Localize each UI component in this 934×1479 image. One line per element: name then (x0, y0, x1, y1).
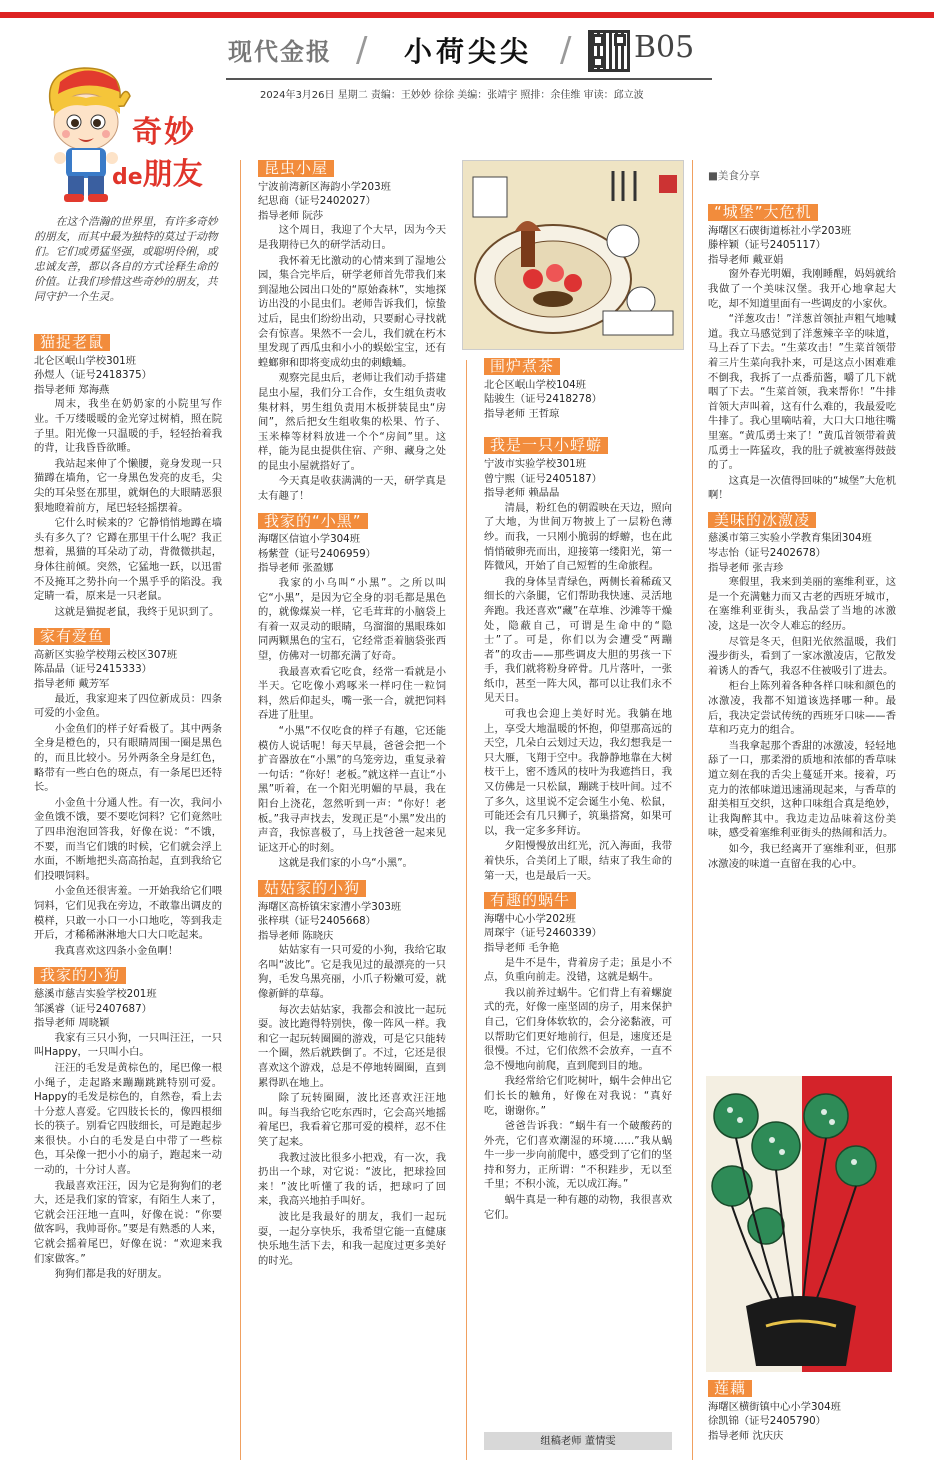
article-author: 邹溪睿（证号2407687） (34, 1002, 152, 1015)
article-paragraph: 我家有三只小狗，一只叫汪汪，一只叫Happy，一只叫小白。 (34, 1031, 222, 1059)
article-author: 岑志怡（证号2402678） (708, 547, 826, 560)
article-paragraph: 我家的小乌叫“小黑”。之所以叫它“小黑”，是因为它全身的羽毛都是黑色的，就像煤炭一样，它毛茸茸的小脑袋上有着一双灵动的眼睛，乌溜溜的黑眼珠如同两颗黑色的宝石，它经常歪着脑袋张西望，仿佛对一切都充满了好奇。 (258, 577, 446, 662)
food-section-tag: ■美食分享 (708, 170, 760, 182)
article-title: 我是一只小蜉蝣 (484, 437, 608, 454)
article-title: 我家的“小黑” (258, 513, 368, 530)
article-author: 周琛宇（证号2460339） (484, 927, 602, 940)
article-my-dogs (34, 959, 222, 1281)
article-insect-house (258, 160, 446, 504)
article-little-black (258, 505, 446, 871)
tea-drawing-icon (463, 161, 684, 350)
masthead (0, 24, 934, 84)
article-paragraph: 小金鱼十分通人性。有一次，我问小金鱼饿不饿，要不要吃饲料？它们竟然吐了四串泡泡回答我，好像在说：“不饿，不要，而当它们饿的时候，它们就会浮上水面，不断地把头高高抬起，直到我给它们投喂饲料。 (34, 796, 222, 882)
tea-drawing-artwork (462, 160, 684, 350)
article-paragraph: 当我拿起那个香甜的冰激凌，轻轻地舔了一口，那柔滑的质地和浓郁的香草味道立刻在我的舌尖上蔓延开来。接着，巧克力的浓郁味道迅速涌现起来，与香草的甜美相互交织，这种口味组合真是绝妙，让我陶醉其中。我边走边品味着这份美味，感受着塞维利亚街头的热闹和活力。 (708, 739, 896, 840)
article-title: 围炉煮茶 (484, 358, 560, 375)
column-2 (258, 160, 446, 1476)
dateline: 2024年3月26日 星期二 责编：王妙妙 徐徐 美编：张靖宇 照排：余佳维 审读：邱立波 (260, 90, 644, 101)
masthead-rule (226, 78, 712, 80)
article-school: 高新区实验学校翔云校区307班 (34, 648, 178, 661)
article-paragraph: 清晨，粉红色的朝霞映在天边，照向了大地，为世间万物披上了一层粉色薄纱。而我，一只刚小脆弱的蜉蝣，也在此悄悄破卵壳而出，迎接第一缕阳光，第一阵微风，开始了自己短暂的生命旅程。 (484, 501, 672, 573)
article-cat-mouse (34, 326, 222, 619)
article-paragraph: 我的身体呈青绿色，两侧长着稀疏又细长的六条腿，它们帮助我快速、灵活地奔跑。我还喜欢“藏”在草堆、沙滩等干燥处，隐蔽自己，可谓是生命中的“隐士”了。可是，你们以为会遭受“两蹦者”的攻击——那些调皮大胆的男孩一下手，我们就将粉身碎骨。几片落叶，一张纸巾，甚至一阵大风，都可以让我们永不见天日。 (484, 575, 672, 705)
footer-editor: 组稿老师 董情雯 (484, 1432, 672, 1450)
article-paragraph: 可我也会迎上美好时光。我躺在地上，享受大地温暖的怀抱，仰望那高远的天空，几朵白云划过天边，我幻想我是一只大雁，飞翔于空中。我静静地靠在大树枝干上，密不透风的枝叶为我遮挡日，我又仿佛是一只松鼠，蹦跳于枝叶间。过不了多久，这里说不定会诞生小兔、松鼠，可能还会有几只狮子，筑巢搭窝，如果可以，我一定多多拜访。 (484, 708, 672, 837)
article-paragraph: 我最喜欢看它吃食，经常一看就是小半天。它吃像小鸡啄米一样叼住一粒饲料，然后仰起头，嘴一张一合，就把饲料吞进了肚里。 (258, 665, 446, 722)
article-ice-cream (708, 504, 896, 871)
article-teacher: 指导老师 阮莎 (258, 209, 324, 222)
article-paragraph: 如今，我已经离开了塞维利亚，但那冰激凌的味道一直留在我的心中。 (708, 842, 896, 870)
article-paragraph: 蜗牛真是一种有趣的动物，我很喜欢它们。 (484, 1194, 672, 1221)
article-title: 我家的小狗 (34, 967, 126, 984)
article-paragraph: 爸爸告诉我：“蜗牛有一个破酸药的外壳，它们喜欢潮湿的环境……”我从蜗牛一步一步向前爬中，感受到了它们的坚持和努力，正所谓：“不积跬步，无以至千里；不积小流，无以成江海。” (484, 1120, 672, 1191)
masthead-slash: / (356, 30, 368, 70)
article-paragraph: 今天真是收获满满的一天，研学真是太有趣了！ (258, 475, 446, 503)
article-title: 姑姑家的小狗 (258, 880, 366, 897)
article-pet-fish (34, 620, 222, 958)
article-author: 张梓琪（证号2405668） (258, 915, 376, 928)
article-title: 猫捉老鼠 (34, 334, 110, 351)
article-paragraph: 它什么时候来的？它静悄悄地蹲在墙头有多久了？它蹲在那里干什么呢？我正想着，黑猫的耳朵动了动，背微微拱起，身体往前倾。突然，它猛地一跃，以迅雷不及掩耳之势扑向一个黑乎乎的陷没。我定睛一看，原来是一只老鼠。 (34, 517, 222, 603)
article-paragraph: “洋葱攻击！”洋葱首领扯声粗气地喊道。我立马感觉到了洋葱辣辛辛的味道，马上吞了下去。“生菜攻击！”生菜首领带着三片生菜向我扑来，可是这点小困难难不倒我，我拆了一点番茄酱，嚼了几下就咽了下去。“生菜首领，我来帮你！”牛排首领大声叫着，这有什么难的，我最爱吃牛排了。我心里嘀咕着，大口大口地往嘴里塞。“黄瓜勇士来了！”黄瓜首领带着黄瓜勇士一阵猛攻，我的肚子就被塞得鼓鼓的了。 (708, 313, 896, 472)
article-author: 纪思商（证号2402027） (258, 195, 376, 208)
article-paragraph: 小金鱼们的样子好看极了。其中两条全身是橙色的，只有眼睛周围一圈是黑色的，而且比较小。另外两条全身是红色，略带有一些白色的斑点，有一条尾巴还特长。 (34, 722, 222, 794)
column-divider (466, 360, 467, 1460)
article-title: 美味的冰激凌 (708, 512, 816, 529)
article-mayfly (484, 421, 672, 883)
article-author: 徐凯锦（证号2405790） (708, 1415, 826, 1428)
section-title: 小荷尖尖 (404, 35, 533, 68)
article-school: 宁波前湾新区海韵小学203班 (258, 180, 391, 193)
article-teacher: 指导老师 周晓颖 (34, 1017, 110, 1030)
column-divider (240, 160, 241, 1460)
article-school: 慈溪市慈吉实验学校201班 (34, 987, 157, 1000)
top-red-rule (0, 12, 934, 18)
article-teacher: 指导老师 张盈娜 (258, 562, 334, 575)
article-school: 宁波市实验学校301班 (484, 457, 587, 470)
article-author: 陆骏生（证号2418278） (484, 393, 602, 406)
article-title: “城堡”大危机 (708, 204, 818, 221)
column-4-bottom (708, 1380, 896, 1479)
article-castle-crisis (708, 196, 896, 503)
article-teacher: 指导老师 戴芳军 (34, 678, 110, 691)
article-paragraph: 我真喜欢这四条小金鱼啊！ (54, 944, 179, 957)
article-paragraph: 尽管是冬天，但阳光依然温暖，我们漫步街头，看到了一家冰激凌店，它散发着诱人的香气，我忍不住被吸引了进去。 (708, 635, 896, 677)
article-paragraph: 我最喜欢汪汪，因为它是狗狗们的老大，还是我们家的管家，有陌生人来了，它就会汪汪地一直叫，好像在说：“你要做客吗，我帅哥你。”要是有熟悉的人来，它就会摇着尾巴，好像在说：“欢迎来我们家做客。” (34, 1179, 222, 1265)
article-paragraph: 我经常给它们吃树叶，蜗牛会伸出它们长长的触角，好像在对我说：“真好吃，谢谢你。” (484, 1075, 672, 1117)
article-paragraph: “小黑”不仅吃食的样子有趣，它还能模仿人说话呢！每天早晨，爸爸会把一个扩音器放在“小黑”的乌笼旁边，重复录着一句话：“你好！老板。”就这样一直让“小黑”听着，在一个阳光明媚的早晨，我在阳台上浇花，忽然听到一声：“你好！老板。”我寻声找去，发现正是“小黑”发出的声音，我惊喜极了，马上找爸爸一起来见证这开心的时刻。 (258, 724, 446, 854)
article-school: 慈溪市第三实验小学教育集团304班 (708, 532, 872, 545)
column-divider (692, 160, 693, 1460)
article-paragraph: 我站起来伸了个懒腰，竟身发现一只猫蹲在墙角，它一身黑色发亮的皮毛，尖尖的耳朵竖在那里，就炯色的大眼睛恶狠狠地瞪着前方，尾巴轻轻摇摆着。 (34, 457, 222, 514)
feature-title-line1: 奇妙 (132, 115, 196, 150)
article-paragraph: 我以前养过蜗牛。它们背上有着螺旋式的壳，好像一座坚固的房子，用来保护自己，它们身体软软的，会分泌黏液，可以帮助它们更好地前行，但是，速度还是很慢。不过，它们依然不会放弃，一直不急不慢地向前爬，直到爬到目的地。 (484, 986, 672, 1072)
article-teacher: 指导老师 沈庆庆 (708, 1429, 784, 1442)
article-snail (484, 884, 672, 1222)
article-teacher: 指导老师 郑海燕 (34, 383, 110, 396)
article-paragraph: 最近，我家迎来了四位新成员：四条可爱的小金鱼。 (34, 692, 222, 720)
article-paragraph: 狗狗们都是我的好朋友。 (54, 1268, 168, 1281)
article-teacher: 指导老师 王哲琼 (484, 407, 560, 420)
feature-intro: 在这个浩瀚的世界里，有许多奇妙的朋友，而其中最为独特的莫过于动物们。它们或勇猛坚强，或聪明伶俐，或忠诚友善，都以各自的方式诠释生命的价值。让我们珍惜这些奇妙的朋友，共同守护一个生灵。 (34, 215, 218, 303)
article-school: 北仑区岷山学校301班 (34, 354, 137, 367)
article-school: 海曙区高桥镇宋家漕小学303班 (258, 900, 402, 913)
article-paragraph: 这就是猫捉老鼠，我终于见识到了。 (54, 605, 220, 618)
article-paragraph: 柜台上陈列着各种各样口味和颜色的冰激凌，我都不知道该选择哪一种。最后，我决定尝试传统的西班牙口味——香草和巧克力的组合。 (708, 680, 896, 737)
article-teacher: 指导老师 陈晓庆 (258, 929, 334, 942)
article-paragraph: 这个周日，我迎了个大早，因为今天是我期待已久的研学活动日。 (258, 224, 446, 251)
article-aunt-dog (258, 872, 446, 1268)
article-author: 滕梓颖（证号2405117） (708, 239, 826, 252)
article-school: 海曙区石碶街道栎社小学203班 (708, 224, 852, 237)
article-school: 海曙中心小学202班 (484, 912, 576, 925)
article-title: 有趣的蜗牛 (484, 892, 576, 909)
article-paragraph: 汪汪的毛发是黄棕色的，尾巴像一根小绳子，走起路来蹦蹦跳跳特别可爱。Happy的毛发是棕色的，自然卷，看上去十分惹人喜爱。它四肢长长的，像四根细长的筷子。别看它四肢细长，可是跑起步来很快。小白的毛发是白中带了一些棕色，耳朵像一把小小的扇子，跑起来一动一动的，十分讨人喜。 (34, 1061, 222, 1177)
article-paragraph: 这就是我们家的小乌“小黑”。 (278, 857, 413, 870)
article-teacher: 指导老师 戴亚娟 (708, 253, 784, 266)
lotus-root-drawing-icon (706, 1076, 892, 1372)
qr-code-icon[interactable] (588, 30, 630, 72)
article-paragraph: 我教过波比很多小把戏，有一次，我扔出一个球，对它说：“波比，把球捡回来！”波比听懂了我的话，把球叼了回来，我高兴地拍手叫好。 (258, 1151, 446, 1208)
article-author: 孙煜人（证号2418375） (34, 369, 152, 382)
lotus-root-artwork (706, 1076, 892, 1372)
article-paragraph: 周末，我坐在奶奶家的小院里写作业。千万缕暖暖的金光穿过树梢，照在院子里。阳光像一只温暖的手，轻轻抬着我的背，让我昏昏欲睡。 (34, 398, 222, 455)
feature-title-line2 (112, 158, 203, 195)
article-author: 陈晶晶（证号2415333） (34, 663, 152, 676)
feature-title-friends: 朋友 (142, 157, 203, 192)
column-4 (708, 196, 896, 1066)
article-paragraph: 是牛不是牛，背着房子走；虽是小不点，负重向前走。没错，这就是蜗牛。 (484, 956, 672, 984)
article-paragraph: 小金鱼还很害羞。一开始我给它们喂饲料，它们见我在旁边，不敢靠出调皮的模样，只敢一小口一小口地吃，等到我走开后，才稀稀淋淋地大口大口吃起来。 (34, 885, 222, 942)
article-paragraph: 观察完昆虫后，老师让我们动手搭建昆虫小屋，我们分工合作，女生组负责收集材料，男生组负责用木板拼装昆虫“房间”，然后把女生组收集的松果、竹子、玉米棒等材料放进一个个“房间”里。这样，能为昆虫提供住宿、产卵、藏身之处的昆虫小屋就搭好了。 (258, 372, 446, 472)
article-paragraph: 夕阳慢慢放出红光，沉入海面，我带着快乐，合美闭上了眼，结束了我生命的第一天，也是最后一天。 (484, 840, 672, 882)
article-author: 曾宁熙（证号2405187） (484, 472, 602, 485)
page-number: B05 (634, 30, 695, 65)
article-paragraph: 我怀着无比激动的心情来到了湿地公园，集合完毕后，研学老师首先带我们来到湿地公园出口处的“原始森林”，实地探访出没的小昆虫们。老师告诉我们，惊蛰过后，昆虫们纷纷出动，只要耐心寻找就会有惊喜。果然不一会儿，我们就在朽木里发现了西瓜虫和小小的蜈蚣宝宝，还有蝗螂卵和即将变成幼虫的刺蛾蛹。 (258, 254, 446, 369)
article-paragraph: 寒假里，我来到美丽的塞维利亚，这是一个充满魅力而又古老的西班牙城市，在塞维利亚街头，我品尝了当地的冰激凌，这是一次令人难忘的经历。 (708, 576, 896, 633)
masthead-slash: / (560, 30, 572, 70)
article-paragraph: 窗外春光明媚，我刚睡醒，妈妈就给我做了一个美味汉堡。我开心地拿起大吃，却不知道里面有一些调皮的小家伙。 (708, 268, 896, 310)
article-school: 北仑区岷山学校104班 (484, 378, 587, 391)
article-tea (484, 350, 672, 421)
article-paragraph: 每次去姑姑家，我都会和波比一起玩耍。波比跑得特别快，像一阵风一样。我和它一起玩转圈圈的游戏，可是它只能转一个圈，然后就跌倒了。不过，它还是很喜欢这个游戏，总是不停地转圈圈，直到累得趴在地上。 (258, 1003, 446, 1089)
article-title: 莲藕 (708, 1380, 752, 1397)
article-lotus-root (708, 1380, 896, 1443)
article-paragraph: 除了玩转圈圈，波比还喜欢汪汪地叫。每当我给它吃东西时，它会高兴地摇着尾巴，我看着它那可爱的模样，忍不住笑了起来。 (258, 1092, 446, 1148)
article-paragraph: 姑姑家有一只可爱的小狗，我给它取名叫“波比”。它是我见过的最漂亮的一只狗，毛发乌黑亮丽，小爪子粉嫩可爱，就像新鲜的草莓。 (258, 944, 446, 1001)
article-teacher: 指导老师 赖晶晶 (484, 487, 560, 500)
article-title: 昆虫小屋 (258, 160, 334, 177)
column-1 (34, 326, 222, 1476)
article-title: 家有爱鱼 (34, 628, 110, 645)
article-author: 杨紫萱（证号2406959） (258, 547, 376, 560)
article-teacher: 指导老师 毛争艳 (484, 941, 560, 954)
article-paragraph: 这真是一次值得回味的“城堡”大危机啊！ (708, 474, 896, 502)
article-school: 海曙区横街镇中心小学304班 (708, 1400, 841, 1413)
paper-name: 现代金报 (228, 38, 332, 66)
article-teacher: 指导老师 张吉珍 (708, 561, 784, 574)
feature-title-de: de (112, 165, 143, 190)
article-paragraph: 波比是我最好的朋友，我们一起玩耍，一起分享快乐，我希望它能一直健康快乐地生活下去，和我一起度过更多美好的时光。 (258, 1210, 446, 1267)
column-3 (484, 350, 672, 1476)
article-school: 海曙区信谊小学304班 (258, 533, 361, 546)
